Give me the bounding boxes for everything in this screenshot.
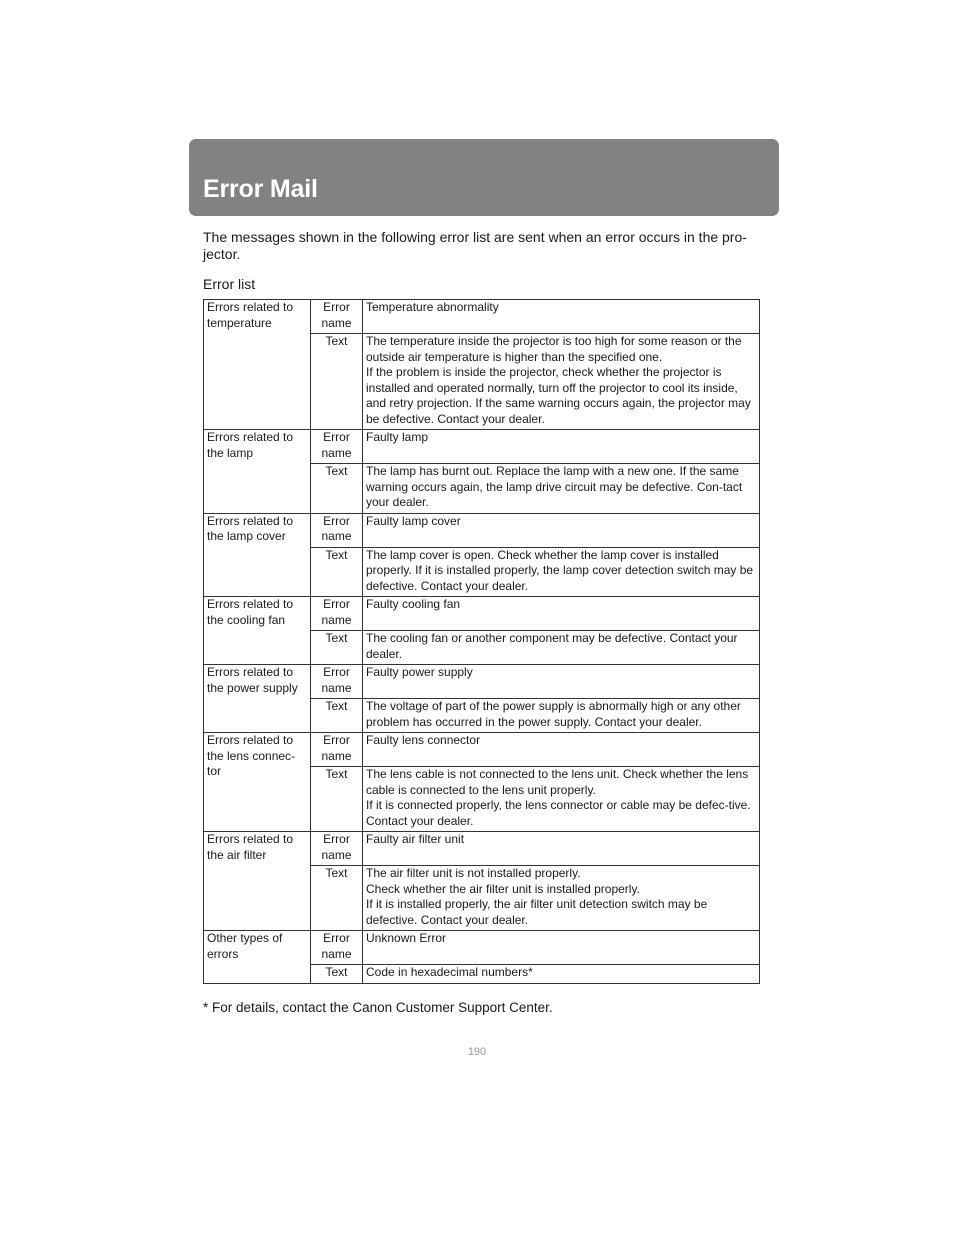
page-number: 190 [467,1046,487,1058]
intro-paragraph: The messages shown in the following error list are sent when an error occurs in the pro-jector. [203,229,747,262]
error-name-label-cell: Error name [311,733,363,767]
error-text-line: Check whether the air filter unit is installed properly. [366,881,640,896]
text-label-cell: Text [311,767,363,832]
error-text-line: The air filter unit is not installed properly. [366,866,581,880]
error-name-label-cell: Error name [311,931,363,965]
error-text-line: If it is connected properly, the lens connector or cable may be defec-tive. Contact your dealer. [366,798,751,828]
error-category-cell: Other types of errors [204,931,311,984]
text-label-cell: Text [311,464,363,514]
error-name-cell: Faulty cooling fan [363,597,760,631]
text-label-cell: Text [311,334,363,430]
text-label-cell: Text [311,965,363,984]
title-bar [189,139,779,216]
error-category-cell: Errors related to the cooling fan [204,597,311,665]
error-text-line: The temperature inside the projector is too high for some reason or the outside air temperature is higher than the specified one. [366,334,742,364]
error-name-label-cell: Error name [311,513,363,547]
error-text-cell [363,965,760,984]
error-text-line: The lamp cover is open. Check whether the lamp cover is installed properly. If it is installed properly, the lamp cover detection switch may be defective. Contact your dealer. [366,547,754,593]
error-text-line: If it is installed properly, the air filter unit detection switch may be defective. Contact your dealer. [366,897,708,927]
error-text-cell [363,699,760,733]
error-text-line: The lens cable is not connected to the lens unit. Check whether the lens cable is connected to the lens unit properly. [366,767,749,797]
error-text-line: The voltage of part of the power supply is abnormally high or any other problem has occurred in the power supply. Contact your dealer. [366,699,741,729]
error-text-cell [363,866,760,931]
error-name-label-cell: Error name [311,665,363,699]
error-name-cell: Faulty lamp cover [363,513,760,547]
table-row [204,931,760,965]
error-category-cell: Errors related to the lens connec-tor [204,733,311,832]
text-label-cell: Text [311,866,363,931]
error-name-cell: Faulty power supply [363,665,760,699]
error-text-cell [363,547,760,597]
error-text-cell [363,767,760,832]
error-name-cell: Faulty lens connector [363,733,760,767]
error-text-cell [363,464,760,514]
error-text-cell [363,334,760,430]
error-category-cell: Errors related to the power supply [204,665,311,733]
table-row [204,430,760,464]
text-label-cell: Text [311,547,363,597]
error-text-line: The cooling fan or another component may be defective. Contact your dealer. [366,631,738,661]
page-title: Error Mail [203,175,318,203]
error-category-cell: Errors related to the air filter [204,832,311,931]
section-heading: Error list [203,276,256,292]
error-text-line: The lamp has burnt out. Replace the lamp with a new one. If the same warning occurs again, the lamp drive circuit may be defective. Con-tact your dealer. [366,464,743,509]
error-name-label-cell: Error name [311,832,363,866]
error-name-label-cell: Error name [311,300,363,334]
table-row [204,832,760,866]
error-name-cell: Faulty air filter unit [363,832,760,866]
error-name-cell: Temperature abnormality [363,300,760,334]
footnote: * For details, contact the Canon Customer Support Center. [203,1000,553,1015]
table-row [204,597,760,631]
error-name-label-cell: Error name [311,430,363,464]
error-table-body [204,300,760,984]
table-row [204,733,760,767]
error-category-cell: Errors related to the lamp [204,430,311,514]
error-text-line: Code in hexadecimal numbers* [366,965,533,979]
error-text-cell [363,631,760,665]
error-list-table [203,299,760,984]
table-row [204,513,760,547]
error-category-cell: Errors related to the lamp cover [204,513,311,597]
error-name-label-cell: Error name [311,597,363,631]
error-text-line: If the problem is inside the projector, check whether the projector is installed and operated normally, turn off the projector to cool its inside, and retry projection. If the same warning occurs again, the projector may be defective. Contact your dealer. [366,365,751,426]
error-category-cell: Errors related to temperature [204,300,311,430]
error-name-cell: Unknown Error [363,931,760,965]
table-row [204,300,760,334]
table-row [204,665,760,699]
text-label-cell: Text [311,631,363,665]
text-label-cell: Text [311,699,363,733]
error-name-cell: Faulty lamp [363,430,760,464]
